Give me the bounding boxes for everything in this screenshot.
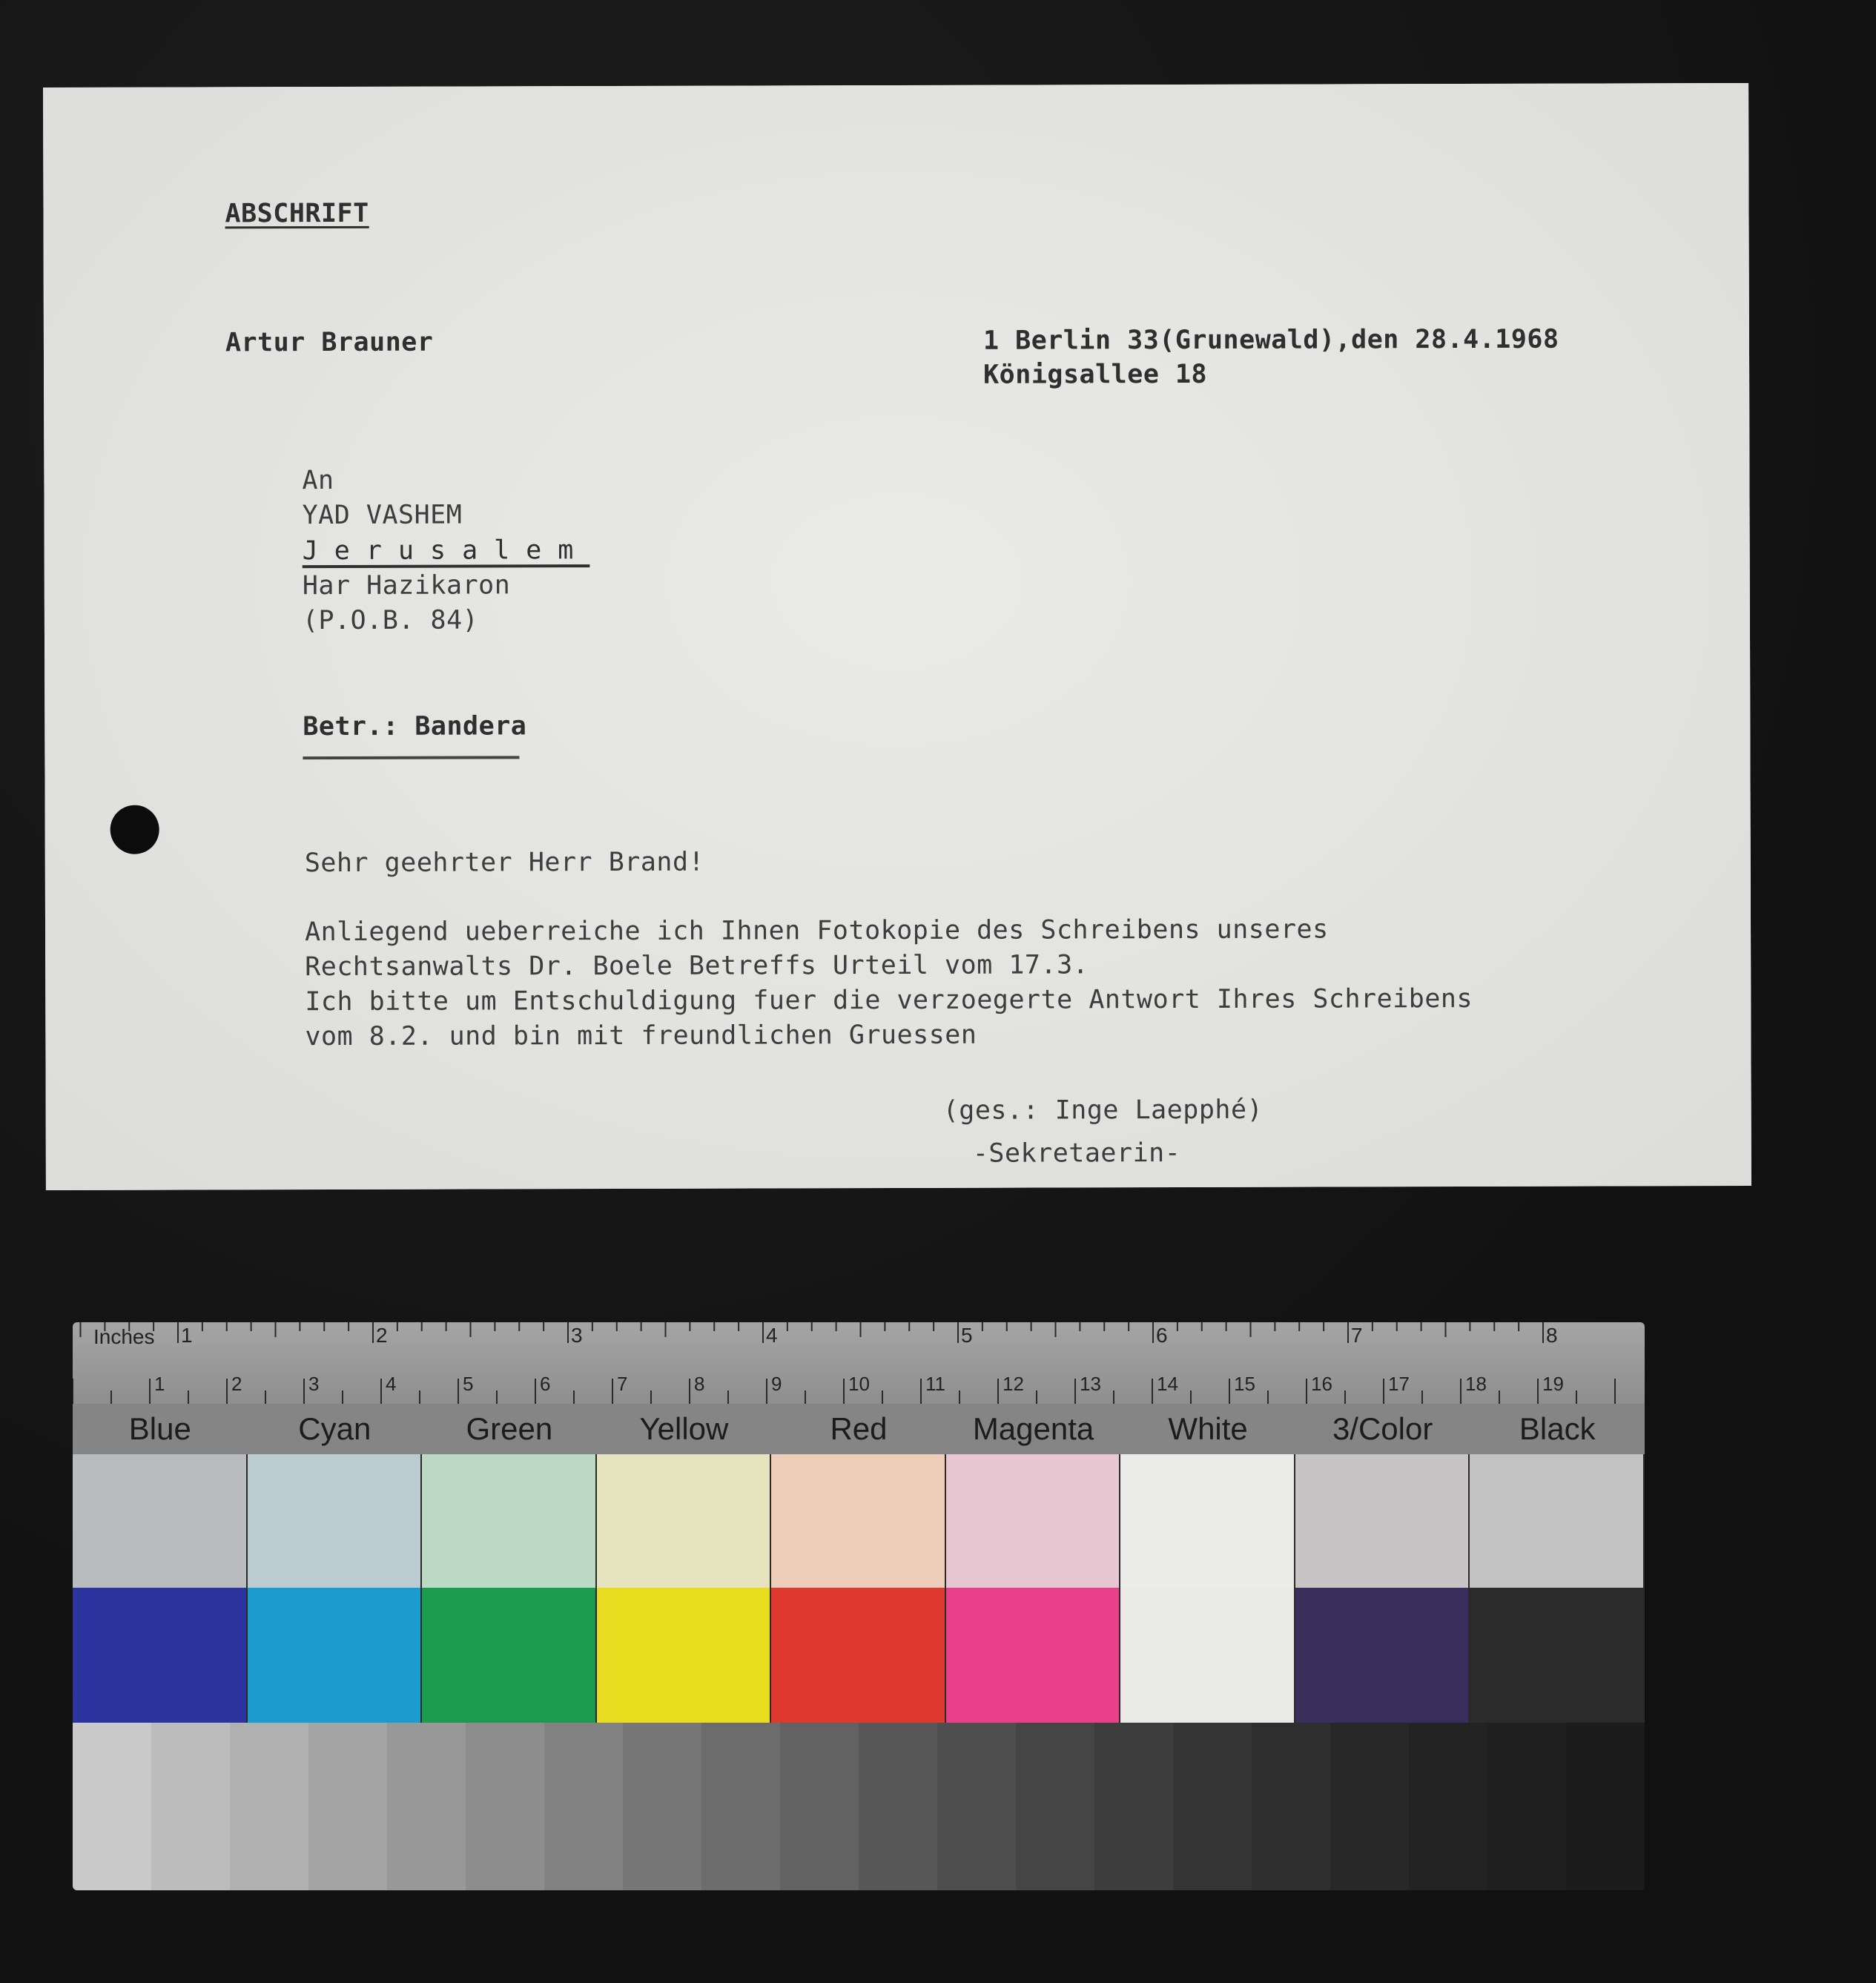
gray-step bbox=[1487, 1723, 1567, 1890]
inch-number: 8 bbox=[1546, 1324, 1558, 1347]
swatch-label-magenta: Magenta bbox=[972, 1411, 1094, 1446]
swatch-label-cyan: Cyan bbox=[298, 1411, 371, 1446]
gray-step bbox=[1566, 1723, 1645, 1890]
gray-step bbox=[1330, 1723, 1410, 1890]
gray-step bbox=[1173, 1723, 1252, 1890]
swatch-label-black: Black bbox=[1519, 1411, 1596, 1446]
swatch-light-3-color bbox=[1295, 1454, 1470, 1588]
cm-number: 6 bbox=[540, 1373, 551, 1395]
swatch-light-cyan bbox=[248, 1454, 423, 1588]
gray-step bbox=[73, 1723, 152, 1890]
subject-line: Betr.: Bandera bbox=[303, 711, 527, 742]
swatch-dark-magenta bbox=[946, 1588, 1121, 1723]
inch-number: 7 bbox=[1351, 1324, 1363, 1347]
swatch-label-3-color: 3/Color bbox=[1332, 1411, 1433, 1446]
cm-number: 16 bbox=[1311, 1373, 1332, 1395]
swatch-dark-3-color bbox=[1295, 1588, 1470, 1723]
swatch-light-black bbox=[1470, 1454, 1645, 1588]
swatch-label-green: Green bbox=[466, 1411, 553, 1446]
ruler bbox=[73, 1322, 1645, 1404]
cm-number: 17 bbox=[1388, 1373, 1410, 1395]
gray-step bbox=[1409, 1723, 1488, 1890]
swatch-dark-red bbox=[771, 1588, 946, 1723]
swatch-light-yellow bbox=[597, 1454, 772, 1588]
subject-underline bbox=[303, 756, 519, 759]
gray-step bbox=[387, 1723, 466, 1890]
cm-number: 5 bbox=[463, 1373, 474, 1395]
swatch-light-magenta bbox=[946, 1454, 1121, 1588]
letter-paper bbox=[43, 83, 1751, 1190]
greeting: Sehr geehrter Herr Brand! bbox=[304, 847, 705, 879]
recipient-city: Jerusalem bbox=[302, 535, 590, 567]
cm-number: 3 bbox=[308, 1373, 320, 1395]
cm-number: 10 bbox=[848, 1373, 870, 1395]
cm-number: 12 bbox=[1003, 1373, 1024, 1395]
swatch-dark-green bbox=[422, 1588, 597, 1723]
cm-number: 15 bbox=[1234, 1373, 1255, 1395]
cm-number: 4 bbox=[386, 1373, 397, 1395]
signature-role: -Sekretaerin- bbox=[972, 1138, 1181, 1169]
document-heading: ABSCHRIFT bbox=[225, 198, 369, 229]
inch-number: 2 bbox=[376, 1324, 388, 1347]
recipient-prefix: An bbox=[302, 465, 334, 496]
swatch-dark-blue bbox=[73, 1588, 248, 1723]
swatch-dark-white bbox=[1120, 1588, 1295, 1723]
swatch-light-white bbox=[1120, 1454, 1295, 1588]
cm-number: 8 bbox=[694, 1373, 705, 1395]
sender-name: Artur Brauner bbox=[225, 327, 434, 358]
cm-number: 11 bbox=[925, 1373, 945, 1395]
punch-hole bbox=[110, 805, 159, 854]
sender-address-line1: 1 Berlin 33(Grunewald),den 28.4.1968 bbox=[982, 324, 1559, 356]
inch-number: 1 bbox=[181, 1324, 193, 1347]
swatch-label-white: White bbox=[1168, 1411, 1248, 1446]
sender-address-line2: Königsallee 18 bbox=[983, 359, 1208, 390]
body-line: vom 8.2. und bin mit freundlichen Gruessen bbox=[305, 1020, 977, 1052]
cm-number: 18 bbox=[1465, 1373, 1487, 1395]
body-line: Anliegend ueberreiche ich Ihnen Fotokopie des Schreibens unseres bbox=[304, 914, 1329, 948]
recipient-street: Har Hazikaron bbox=[302, 570, 511, 601]
color-checker-card bbox=[73, 1322, 1645, 1890]
body-line: Rechtsanwalts Dr. Boele Betreffs Urteil vom 17.3. bbox=[305, 950, 1089, 983]
gray-step bbox=[1094, 1723, 1174, 1890]
inch-number: 4 bbox=[766, 1324, 778, 1347]
gray-step bbox=[780, 1723, 859, 1890]
inch-number: 6 bbox=[1156, 1324, 1168, 1347]
gray-step bbox=[1016, 1723, 1095, 1890]
swatch-dark-yellow bbox=[597, 1588, 772, 1723]
gray-step bbox=[466, 1723, 545, 1890]
swatch-label-row bbox=[73, 1404, 1645, 1454]
swatch-light-blue bbox=[73, 1454, 248, 1588]
gray-step bbox=[230, 1723, 309, 1890]
gray-step bbox=[308, 1723, 388, 1890]
gray-step bbox=[937, 1723, 1017, 1890]
swatch-label-blue: Blue bbox=[128, 1411, 191, 1446]
body-line: Ich bitte um Entschuldigung fuer die verzoegerte Antwort Ihres Schreibens bbox=[305, 983, 1473, 1017]
signature: (ges.: Inge Laepphé) bbox=[942, 1095, 1264, 1126]
gray-step bbox=[623, 1723, 702, 1890]
cm-number: 7 bbox=[617, 1373, 628, 1395]
recipient-name: YAD VASHEM bbox=[302, 500, 463, 531]
ruler-inches-label: Inches bbox=[93, 1325, 155, 1348]
cm-number: 1 bbox=[154, 1373, 165, 1395]
swatch-label-yellow: Yellow bbox=[639, 1411, 729, 1446]
swatch-dark-black bbox=[1470, 1588, 1645, 1723]
cm-number: 9 bbox=[771, 1373, 782, 1395]
inch-number: 5 bbox=[961, 1324, 973, 1347]
gray-step bbox=[1252, 1723, 1331, 1890]
cm-number: 14 bbox=[1157, 1373, 1178, 1395]
swatch-label-red: Red bbox=[830, 1411, 888, 1446]
gray-step bbox=[859, 1723, 938, 1890]
gray-step bbox=[544, 1723, 624, 1890]
cm-number: 13 bbox=[1080, 1373, 1101, 1395]
inch-number: 3 bbox=[571, 1324, 583, 1347]
swatch-light-green bbox=[422, 1454, 597, 1588]
gray-step bbox=[151, 1723, 231, 1890]
recipient-pobox: (P.O.B. 84) bbox=[302, 605, 479, 636]
gray-step bbox=[701, 1723, 781, 1890]
swatch-dark-cyan bbox=[248, 1588, 423, 1723]
cm-number: 19 bbox=[1542, 1373, 1564, 1395]
cm-number: 2 bbox=[231, 1373, 242, 1395]
swatch-light-red bbox=[771, 1454, 946, 1588]
